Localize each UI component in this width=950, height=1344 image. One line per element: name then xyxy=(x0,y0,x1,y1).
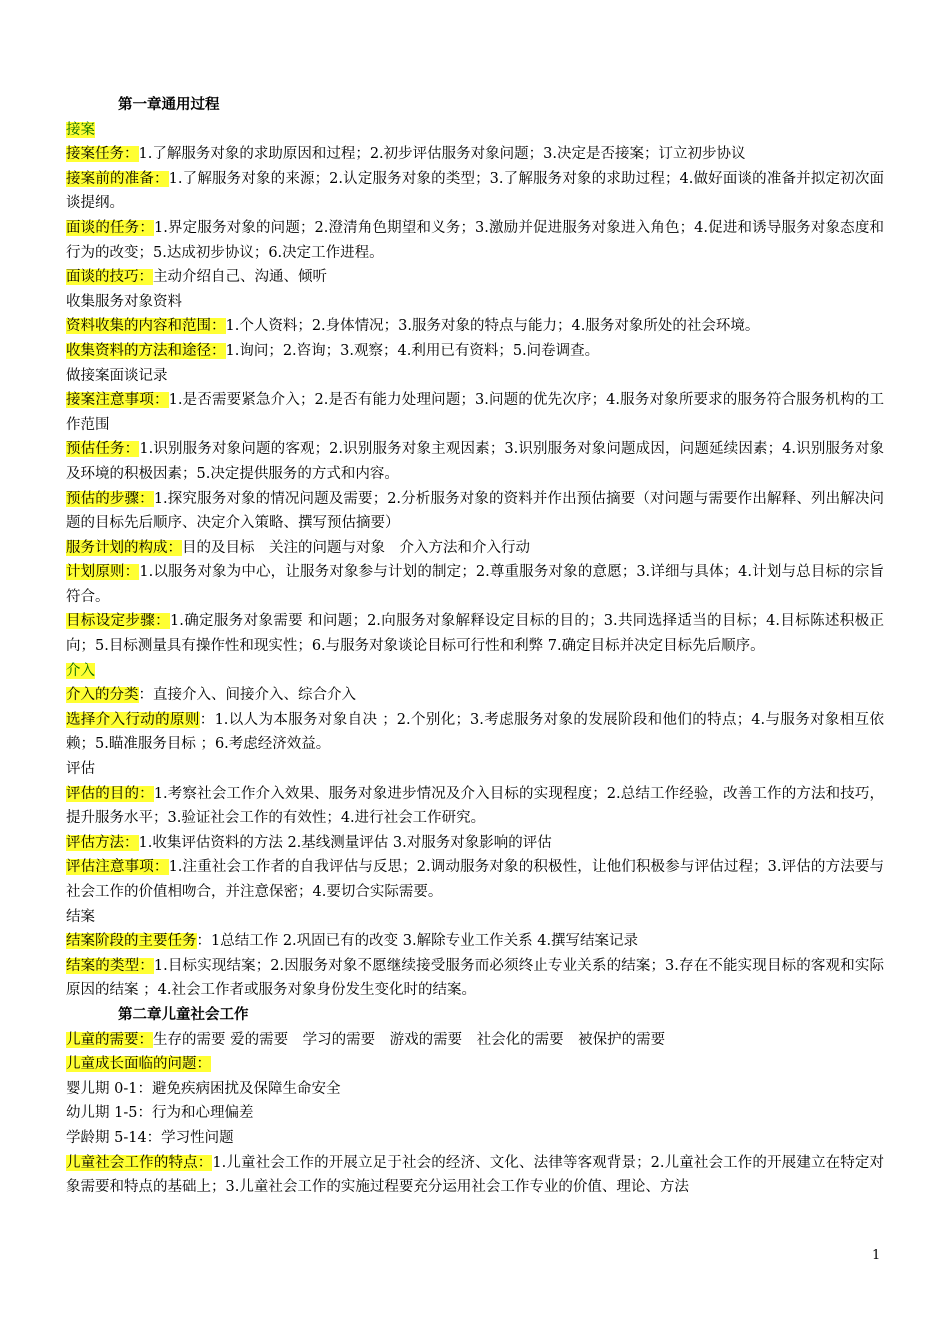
paragraph xyxy=(66,314,884,339)
paragraph-text: 1.询问；2.咨询；3.观察；4.利用已有资料；5.问卷调查。 xyxy=(225,342,600,359)
paragraph-text: 1.目标实现结案；2.因服务对象不愿继续接受服务而必须终止专业关系的结案；3.存在不能实现目标的客观和实际原因的结案 ；4.社会工作者或服务对象身份发生变化时的结案。 xyxy=(66,957,884,999)
highlighted-term: 收集资料的方法和途径： xyxy=(66,342,226,359)
paragraph-text: 1.儿童社会工作的开展立足于社会的经济、文化、法律等客观背景；2.儿童社会工作的开展建立在特定对象需要和特点的基础上；3.儿童社会工作的实施过程要充分运用社会工作专业的价值、理论、方法 xyxy=(66,1154,884,1196)
paragraph xyxy=(66,560,884,609)
highlighted-term: 结案的类型： xyxy=(66,957,154,974)
highlighted-term: 服务计划的构成： xyxy=(66,539,182,556)
highlighted-term: 预估的步骤： xyxy=(66,490,154,507)
highlighted-term: 资料收集的内容和范围： xyxy=(66,318,226,335)
paragraph xyxy=(66,954,884,1003)
highlighted-term: 儿童社会工作的特点： xyxy=(66,1154,213,1171)
paragraph xyxy=(66,487,884,536)
highlighted-term: 儿童的需要： xyxy=(66,1031,153,1048)
paragraph xyxy=(66,609,884,658)
paragraph-text: 1.界定服务对象的问题；2.澄清角色期望和义务；3.激励并促进服务对象进入角色；4.促进和诱导服务对象态度和行为的改变；5.达成初步协议；6.决定工作进程。 xyxy=(66,219,884,261)
paragraph xyxy=(66,708,884,757)
highlighted-term: 接案任务： xyxy=(66,146,139,163)
highlighted-term: 儿童成长面临的问题： xyxy=(66,1056,211,1073)
highlighted-term: 接案注意事项： xyxy=(66,392,169,409)
paragraph xyxy=(66,437,884,486)
subsection-title: 做接案面谈记录 xyxy=(66,367,168,384)
paragraph-text: 1.考察社会工作介入效果、服务对象进步情况及介入目标的实现程度；2.总结工作经验，改善工作的方法和技巧，提升服务水平；3.验证社会工作的有效性；4.进行社会工作研究。 xyxy=(66,785,885,827)
highlighted-term: 评估方法： xyxy=(66,834,139,851)
highlighted-term: 预估任务： xyxy=(66,441,140,458)
paragraph-text: 1.识别服务对象问题的客观；2.识别服务对象主观因素；3.识别服务对象问题成因，问题延续因素；4.识别服务对象及环境的积极因素；5.决定提供服务的方式和内容。 xyxy=(66,441,885,482)
subsection-title: 婴儿期 0-1：避免疾病困扰及保障生命安全 xyxy=(66,1080,341,1097)
paragraph xyxy=(66,1052,884,1077)
paragraph-text: ：1总结工作 2.巩固已有的改变 3.解除专业工作关系 4.撰写结案记录 xyxy=(196,933,639,950)
subsection-title: 学龄期 5-14：学习性问题 xyxy=(66,1129,234,1146)
highlighted-term: 介入的分类 xyxy=(66,687,139,704)
section-title-label: 接案 xyxy=(66,121,95,138)
section-title xyxy=(66,118,884,143)
paragraph-text: 1.了解服务对象的来源；2.认定服务对象的类型；3.了解服务对象的求助过程；4.做好面谈的准备并拟定初次面谈提纲。 xyxy=(66,170,884,212)
highlighted-term: 选择介入行动的原则 xyxy=(66,711,200,728)
paragraph-text: 1.探究服务对象的情况问题及需要；2.分析服务对象的资料并作出预估摘要（对问题与需要作出解释、列出解决问题的目标先后顺序、决定介入策略、撰写预估摘要） xyxy=(66,490,885,532)
paragraph xyxy=(66,536,884,561)
highlighted-term: 评估注意事项： xyxy=(66,859,169,876)
paragraph-text: 目的及目标 关注的问题与对象 介入方法和介入行动 xyxy=(182,539,530,556)
subsection-title: 收集服务对象资料 xyxy=(66,293,182,310)
document-body xyxy=(66,93,884,1200)
paragraph-text: 1.个人资料；2.身体情况；3.服务对象的特点与能力；4.服务对象所处的社会环境。 xyxy=(225,318,760,335)
paragraph xyxy=(66,142,884,167)
section-title-label: 介入 xyxy=(66,662,95,679)
subsection-title: 结案 xyxy=(66,908,95,925)
paragraph xyxy=(66,167,884,216)
highlighted-term: 评估的目的： xyxy=(66,785,154,802)
highlighted-term: 计划原则： xyxy=(66,564,140,581)
paragraph xyxy=(66,265,884,290)
highlighted-term: 接案前的准备： xyxy=(66,170,169,187)
paragraph-text: 1.收集评估资料的方法 2.基线测量评估 3.对服务对象影响的评估 xyxy=(138,834,552,851)
paragraph-text: 1.注重社会工作者的自我评估与反思；2.调动服务对象的积极性，让他们积极参与评估过程；3.评估的方法要与社会工作的价值相吻合，并注意保密；4.要切合实际需要。 xyxy=(66,859,885,900)
highlighted-term: 结案阶段的主要任务 xyxy=(66,933,197,950)
page-number: 1 xyxy=(872,1248,881,1263)
paragraph-text: 生存的需要 爱的需要 学习的需要 游戏的需要 社会化的需要 被保护的需要 xyxy=(153,1031,666,1048)
paragraph xyxy=(66,855,884,904)
paragraph-text: 1.以服务对象为中心，让服务对象参与计划的制定；2.尊重服务对象的意愿；3.详细与具体；4.计划与总目标的宗旨符合。 xyxy=(66,564,885,605)
paragraph xyxy=(66,388,884,437)
paragraph xyxy=(66,683,884,708)
paragraph xyxy=(66,782,884,831)
paragraph xyxy=(66,339,884,364)
paragraph-text: 主动介绍自己、沟通、倾听 xyxy=(153,269,327,286)
subsection-title: 评估 xyxy=(66,761,95,778)
paragraph-text: ：1.以人为本服务对象自决 ；2.个别化；3.考虑服务对象的发展阶段和他们的特点；4.与服务对象相互依赖；5.瞄准服务目标 ；6.考虑经济效益。 xyxy=(66,711,884,753)
highlighted-term: 面谈的技巧： xyxy=(66,269,153,286)
paragraph xyxy=(66,216,884,265)
paragraph-text: 1.了解服务对象的求助原因和过程；2.初步评估服务对象问题；3.决定是否接案；订立初步协议 xyxy=(138,146,746,163)
paragraph xyxy=(66,1028,884,1053)
paragraph-text: 1.确定服务对象需要 和问题；2.向服务对象解释设定目标的目的；3.共同选择适当的目标；4.目标陈述积极正向；5.目标测量具有操作性和现实性；6.与服务对象谈论目标可行性和利弊 7.确定目标并决定目标先后顺序。 xyxy=(66,613,884,655)
paragraph xyxy=(66,1151,884,1200)
highlighted-term: 面谈的任务： xyxy=(66,219,154,236)
highlighted-term: 目标设定步骤： xyxy=(66,613,170,630)
paragraph xyxy=(66,831,884,856)
chapter-heading: 第一章通用过程 xyxy=(118,96,220,113)
paragraph-text: 1.是否需要紧急介入；2.是否有能力处理问题；3.问题的优先次序；4.服务对象所要求的服务符合服务机构的工作范围 xyxy=(66,392,884,433)
chapter-heading: 第二章儿童社会工作 xyxy=(118,1005,249,1023)
paragraph xyxy=(66,929,884,954)
paragraph-text: ：直接介入、间接介入、综合介入 xyxy=(138,687,356,704)
subsection-title: 幼儿期 1-5：行为和心理偏差 xyxy=(66,1105,254,1122)
section-title xyxy=(66,659,884,684)
